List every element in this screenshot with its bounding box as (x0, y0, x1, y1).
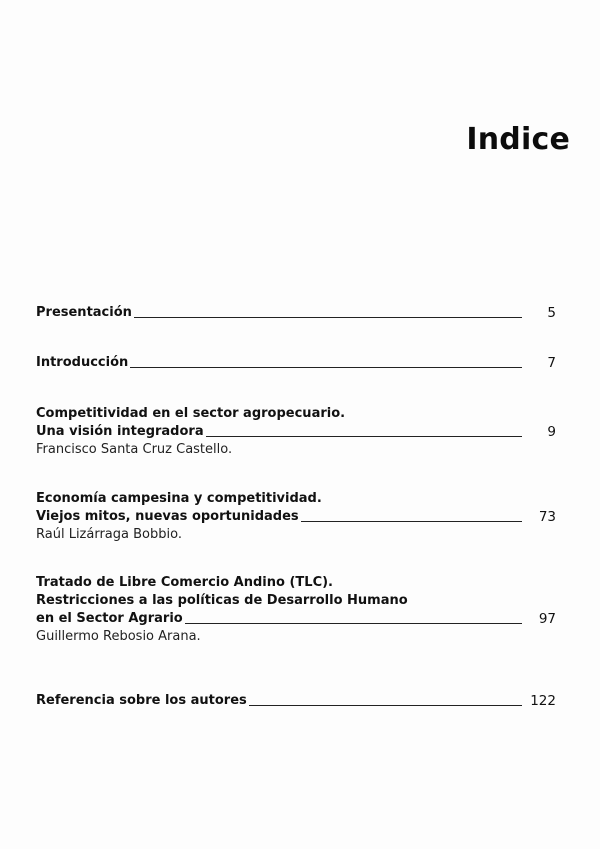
toc-entry-author: Guillermo Rebosio Arana. (36, 629, 201, 644)
dot-leader (301, 520, 522, 522)
toc-entry-economia (36, 490, 556, 544)
dot-leader (206, 435, 522, 437)
toc-line (36, 508, 556, 526)
toc-entry-title: Restricciones a las políticas de Desarrollo Humano (36, 593, 408, 608)
toc-entry-tratado (36, 574, 556, 646)
toc-entry-title: Una visión integradora (36, 424, 204, 439)
toc-page-number: 97 (538, 611, 556, 627)
toc-entry-title: Viejos mitos, nuevas oportunidades (36, 509, 299, 524)
toc-entry-title: Presentación (36, 305, 132, 320)
page-title: Indice (466, 122, 570, 157)
toc-line (36, 610, 556, 628)
toc-entry-competitividad (36, 405, 556, 459)
toc-entry-title: Referencia sobre los autores (36, 693, 247, 708)
dot-leader (185, 622, 522, 624)
toc-line (36, 304, 556, 322)
toc-entry-author: Raúl Lizárraga Bobbio. (36, 527, 182, 542)
dot-leader (249, 704, 522, 706)
toc-entry-title: Tratado de Libre Comercio Andino (TLC). (36, 575, 333, 590)
toc-entry-introduccion (36, 354, 556, 372)
toc-page-number: 122 (530, 693, 556, 709)
toc-line (36, 354, 556, 372)
toc-entry-presentacion (36, 304, 556, 322)
toc-page-number: 73 (538, 509, 556, 525)
toc-page-number: 9 (547, 424, 556, 440)
toc-page-number: 7 (547, 355, 556, 371)
toc-entry-title: Economía campesina y competitividad. (36, 491, 322, 506)
toc-line (36, 692, 556, 710)
toc-entry-title: en el Sector Agrario (36, 611, 183, 626)
toc-entry-referencia (36, 692, 556, 710)
toc-entry-title: Introducción (36, 355, 129, 370)
dot-leader (134, 316, 522, 318)
toc-entry-title: Competitividad en el sector agropecuario. (36, 406, 346, 421)
toc-entry-author: Francisco Santa Cruz Castello. (36, 442, 233, 457)
dot-leader (130, 366, 522, 368)
toc-page-number: 5 (547, 305, 556, 321)
toc-line (36, 423, 556, 441)
